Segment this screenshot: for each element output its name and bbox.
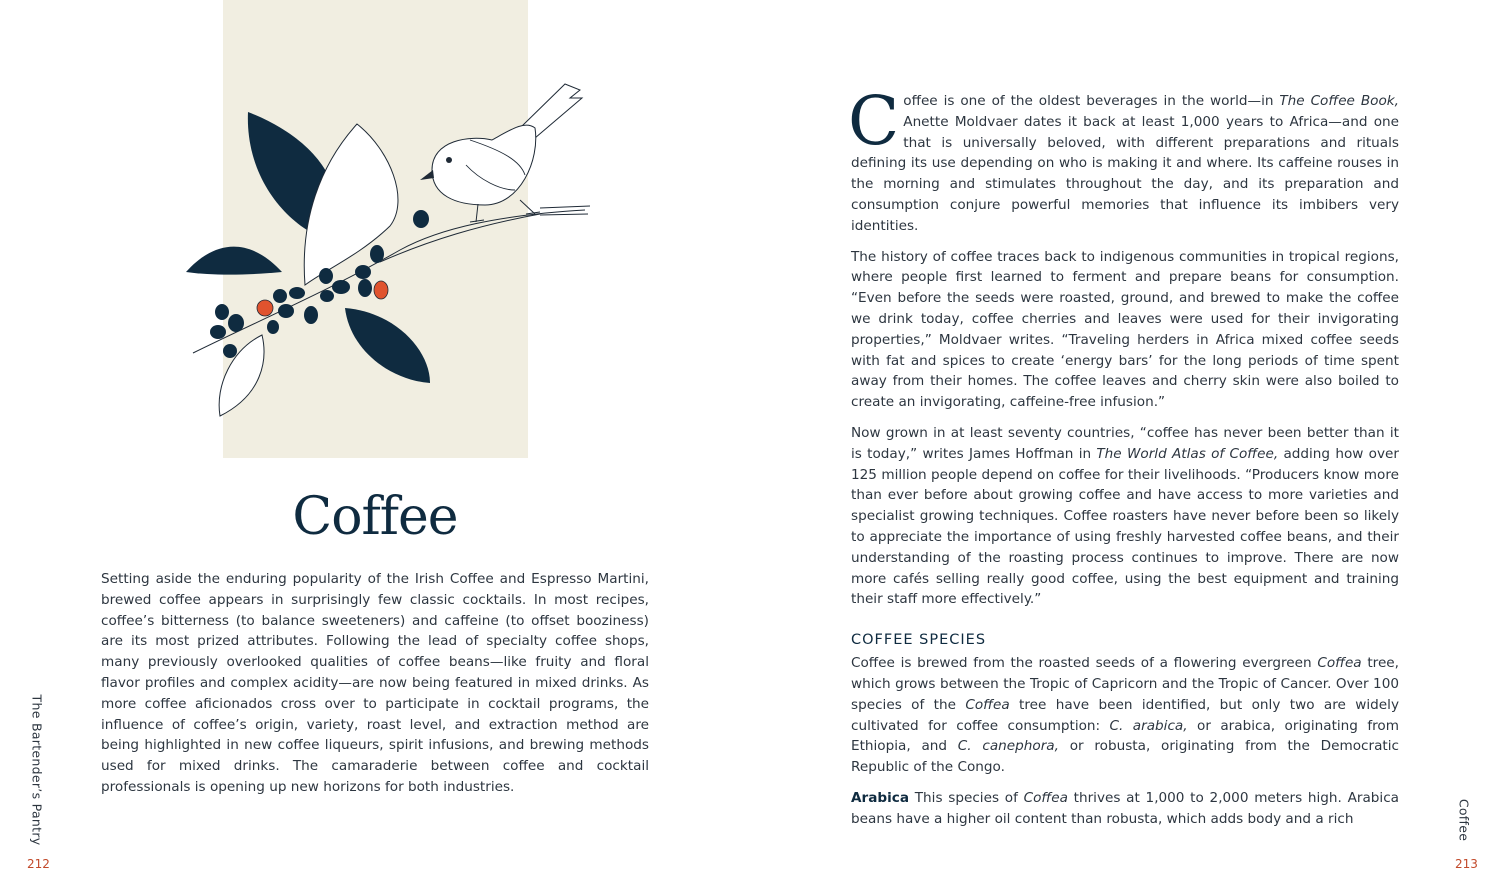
book-title: The World Atlas of Coffee, (1096, 445, 1279, 462)
bird-body (432, 125, 536, 205)
text-run: Now grown in at least seventy countries, “coffee has never been better than it is today,” writes James Hoffman in (851, 424, 1399, 462)
paragraph-5 (851, 788, 1399, 830)
page-number-left: 212 (27, 857, 50, 871)
page-number-right: 213 (1455, 857, 1478, 871)
text-run: or robusta, originating from the Democratic Republic of the Congo. (851, 738, 1399, 776)
bird-eye (446, 157, 452, 163)
right-page (750, 0, 1500, 894)
intro-paragraph: Setting aside the enduring popularity of the Irish Coffee and Espresso Martini, brewed coffee appears in surprisingly few classic cocktails. In most recipes, coffee’s bitterness (to balance sweeteners) and caffeine (to offset booziness) are its most prized attributes. Following the lead of specialty coffee shops, many previously overlooked qualities of coffee beans—like fruity and floral flavor profiles and complex acidity—are now being featured in mixed drinks. As more coffee aficionados cross over to participate in cocktail programs, the influence of coffee’s origin, variety, roast level, and extraction method are being highlighted in new coffee liqueurs, spirit infusions, and brewing methods used for mixed drinks. The camaraderie between coffee and cocktail professionals is opening up new horizons for both industries. (101, 571, 649, 795)
book-title: The Coffee Book, (1279, 93, 1399, 109)
bird-on-coffee-branch-illustration (0, 0, 750, 470)
genus-name: Coffea (1317, 655, 1362, 672)
text-run: Coffee is brewed from the roasted seeds of a flowering evergreen (851, 655, 1318, 672)
genus-name: Coffea (965, 696, 1010, 713)
text-run: adding how over 125 million people depend on coffee for their livelihoods. “Producers know more than ever before about growing coffee and have access to more varieties and specialist growing techniques. Coffee roasters have never before been so likely to appreciate the importance of using freshly harvested coffee beans, and their understanding of the roasting process continues to improve. There are now more cafés selling really good coffee, using the best equipment and training their staff more effectively.” (851, 445, 1399, 608)
genus-name: Coffea (1023, 789, 1068, 806)
paragraph-1 (848, 82, 1399, 237)
drop-cap: C (848, 82, 900, 160)
leaf-lower (345, 308, 430, 383)
text-run: This species of (909, 789, 1024, 806)
leaf-left (186, 247, 282, 275)
text-run: tree have been identified, but only two are widely cultivated for coffee consumption: (851, 696, 1399, 734)
paragraph-3 (851, 423, 1399, 610)
right-body-text (848, 82, 1400, 840)
bird-beak (420, 170, 434, 180)
text-run: tree, which grows between the Tropic of Capricorn and the Tropic of Cancer. Over 100 species of the (851, 655, 1399, 713)
text-run: offee is one of the oldest beverages in the world—in (903, 93, 1280, 109)
paragraph-4 (851, 653, 1399, 778)
text-run: Anette Moldvaer dates it back at least 1,000 years to Africa—and one that is universally beloved, with different preparations and rituals defining its use depending on who is making it and where. Its caffeine rouses in the morning and stimulates throughout the day, and its preparation and consumption conjure powerful memories that influence its imbibers very identities. (851, 113, 1399, 234)
running-head-left: The Bartender’s Pantry (29, 694, 45, 846)
text-run: thrives at 1,000 to 2,000 meters high. Arabica beans have a higher oil content than robusta, which adds body and a rich (851, 789, 1400, 827)
text-run: or arabica, originating from Ethiopia, and (851, 717, 1399, 755)
species-name: C. arabica, (1109, 717, 1188, 734)
species-name: C. canephora, (957, 738, 1059, 755)
coffee-branch-drawing (0, 0, 750, 470)
leaf-white-upper (304, 124, 398, 285)
lead-in-term: Arabica (851, 789, 910, 806)
chapter-title: Coffee (292, 487, 458, 547)
branch-twig (380, 214, 540, 262)
running-head-right: Coffee (1456, 798, 1472, 842)
section-heading: COFFEE SPECIES (851, 632, 987, 649)
paragraph-2: The history of coffee traces back to indigenous communities in tropical regions, where people first learned to ferment and prepare beans for consumption. “Even before the seeds were roasted, ground, and brewed to make the coffee we drink today, coffee cherries and leaves were used for their invigorating properties,” Moldvaer writes. “Traveling herders in Africa mixed coffee seeds with fat and spices to create ‘energy bars’ for the long periods of time spent away from their homes. The coffee leaves and cherry skin were also boiled to create an invigorating, caffeine-free infusion.” (851, 248, 1399, 411)
